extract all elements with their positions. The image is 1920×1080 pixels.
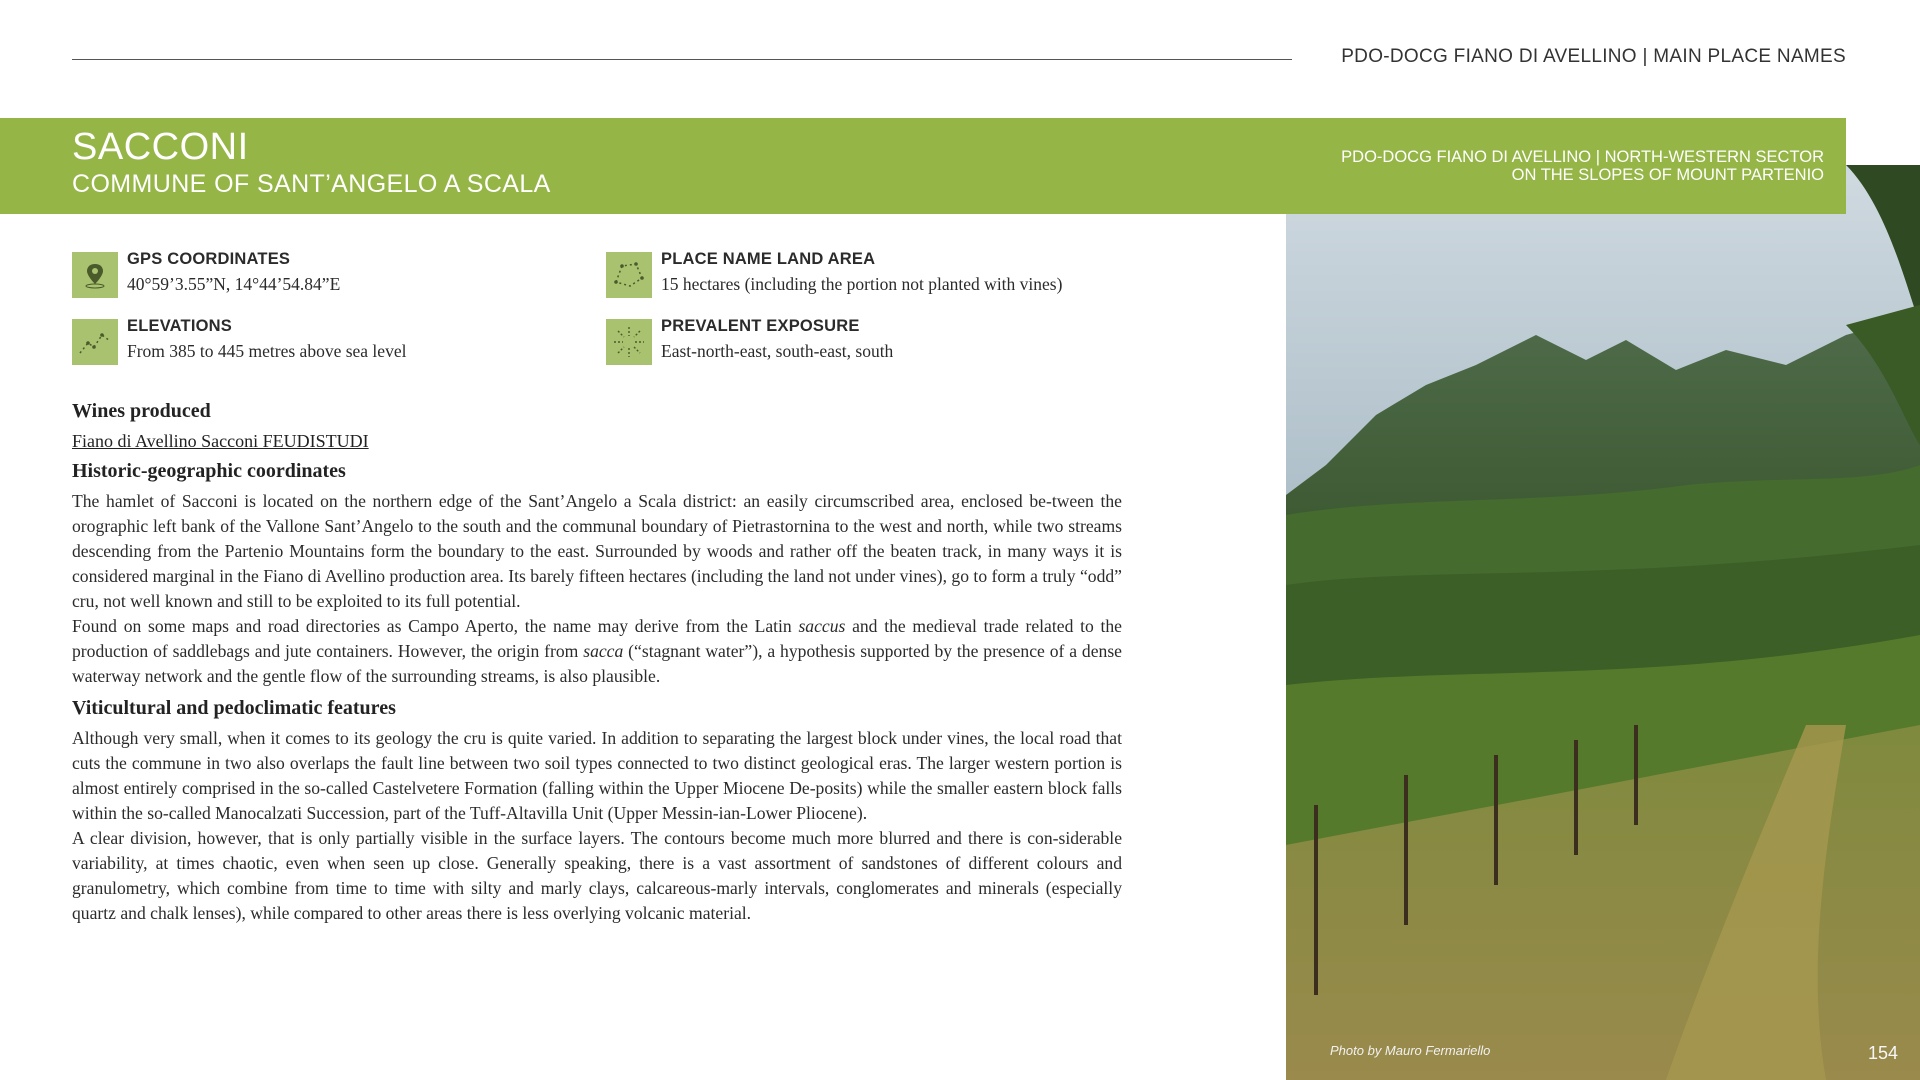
land-area-label: PLACE NAME LAND AREA [661,250,876,268]
historic-p2-italic-sacca: sacca [583,641,624,661]
sector-label [1341,148,1824,184]
exposure-block [606,317,1146,365]
main-content [72,400,1122,926]
historic-paragraph-1: The hamlet of Sacconi is located on the northern edge of the Sant’Angelo a Scala district: an easily circumscribed area, enclosed be-tween the orographic left bank of the Vallone Sant’Angelo to the south and the communal boundary of Pietrastornina to the west and north, while two streams descending from the Partenio Mountains form the boundary to the east. Surrounded by woods and rather off the beaten track, in many ways it is considered marginal in the Fiano di Avellino production area. Its barely fifteen hectares (including the land not under vines), go to form a truly “odd” cru, not well known and still to be exploited to its full potential. [72,491,1122,611]
map-pin-icon [72,252,118,298]
exposure-label: PREVALENT EXPOSURE [661,317,860,335]
exposure-value: East-north-east, south-east, south [661,341,894,361]
viticultural-heading: Viticultural and pedoclimatic features [72,697,396,719]
sector-line-2: ON THE SLOPES OF MOUNT PARTENIO [1511,166,1824,184]
wine-link-feudistudi[interactable]: Fiano di Avellino Sacconi FEUDISTUDI [72,431,369,451]
landscape-photo [1286,165,1920,1080]
elevations-value: From 385 to 445 metres above sea level [127,341,407,361]
sun-rays-icon [606,319,652,365]
vineyard-mountain-illustration [1286,165,1920,1080]
elevations-block [72,317,612,365]
page-number: 154 [1867,1043,1898,1063]
top-rule [72,59,1292,60]
area-outline-icon [606,252,652,298]
title-banner [0,118,1846,214]
sector-line-1: PDO-DOCG FIANO DI AVELLINO | NORTH-WESTERN SECTOR [1341,148,1824,166]
gps-label: GPS COORDINATES [127,250,291,268]
historic-p2-text-a: Found on some maps and road directories as Campo Aperto, the name may derive from the Latin [72,616,799,636]
place-title: SACCONI [72,126,249,168]
viticultural-paragraph-1: Although very small, when it comes to its geology the cru is quite varied. In addition to separating the largest block under vines, the local road that cuts the commune in two also overlaps the fault line between two soil types connected to two distinct geological eras. The larger western portion is almost entirely comprised in the so-called Castelvetere Formation (falling within the Upper Miocene De-posits) while the smaller eastern block falls within the so-called Manocalzati Succession, part of the Tuff-Altavilla Unit (Upper Messin-ian-Lower Pliocene). [72,728,1122,823]
land-area-value: 15 hectares (including the portion not planted with vines) [661,274,1063,294]
historic-p2-italic-saccus: saccus [798,616,846,636]
historic-heading: Historic-geographic coordinates [72,460,346,482]
gps-value: 40°59’3.55”N, 14°44’54.84”E [127,274,341,294]
wines-heading: Wines produced [72,400,211,422]
gps-coordinates-block [72,250,612,298]
elevations-label: ELEVATIONS [127,317,232,335]
historic-p2-text-b: and the medieval trade related to the production of saddlebags and jute containers. However, the origin from [72,616,1122,661]
elevation-profile-icon [72,319,118,365]
historic-p2-text-c: (“stagnant water”), a hypothesis supported by the presence of a dense waterway network and the gentle flow of the surrounding streams, is also plausible. [72,641,1122,686]
viticultural-paragraph-2: A clear division, however, that is only partially visible in the surface layers. The contours become much more blurred and there is con-siderable variability, at times chaotic, even when seen up close. Generally speaking, there is a vast assortment of sandstones of different colours and granulometry, which combine from time to time with silty and marly clays, calcareous-marly intervals, conglomerates and minerals (especially quartz and chalk lenses), while compared to other areas there is less overlying volcanic material. [72,828,1122,923]
commune-subtitle: COMMUNE OF SANT’ANGELO A SCALA [72,170,551,198]
historic-paragraph-2 [72,614,1122,689]
photo-credit: Photo by Mauro Fermariello [1330,1043,1491,1058]
land-area-block [606,250,1146,298]
running-head: PDO-DOCG FIANO DI AVELLINO | MAIN PLACE NAMES [1341,46,1846,67]
